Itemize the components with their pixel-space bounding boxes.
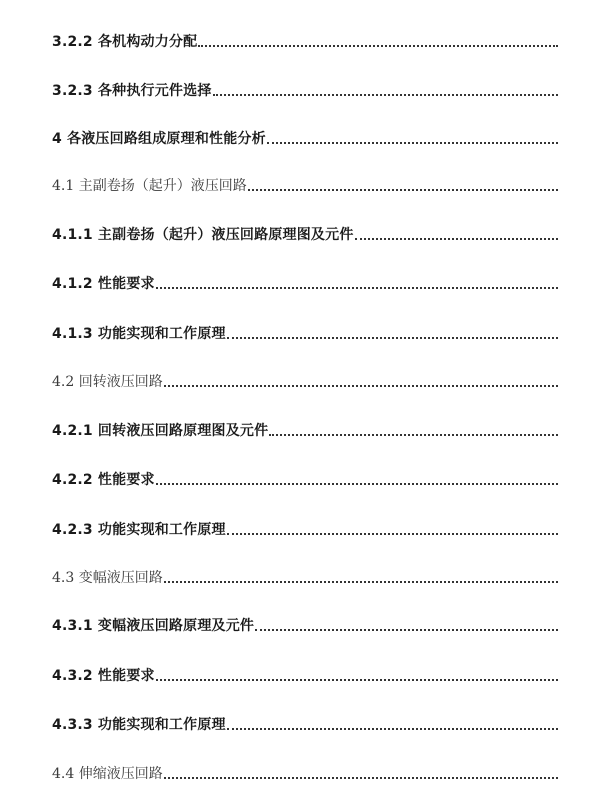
dot-leader (164, 777, 558, 779)
dot-leader (156, 287, 558, 289)
toc-entry-4-1-3[interactable] (52, 320, 558, 344)
toc-entry-4-3-1[interactable] (52, 612, 558, 636)
toc-entry-label: 4.3.2 性能要求 (52, 668, 155, 684)
dot-leader (156, 679, 558, 681)
dot-leader (164, 385, 558, 387)
toc-entry-3-2-3[interactable] (52, 77, 558, 101)
toc-entry-label: 4.2.1 回转液压回路原理图及元件 (52, 423, 269, 439)
dot-leader (255, 629, 558, 631)
toc-entry-4-1[interactable] (52, 172, 558, 196)
dot-leader (248, 189, 558, 191)
dot-leader (355, 238, 558, 240)
toc-entry-3-2-2[interactable] (52, 28, 558, 52)
dot-leader (213, 94, 558, 96)
toc-entry-4-2-3[interactable] (52, 516, 558, 540)
toc-entry-4-3-3[interactable] (52, 711, 558, 735)
toc-entry-label: 4.4 伸缩液压回路 (52, 766, 163, 782)
dot-leader (156, 483, 558, 485)
dot-leader (269, 434, 558, 436)
toc-entry-label: 4.2 回转液压回路 (52, 374, 163, 390)
toc-entry-label: 4.3 变幅液压回路 (52, 570, 163, 586)
toc-entry-label: 4.3.3 功能实现和工作原理 (52, 717, 226, 733)
toc-entry-label: 4.2.2 性能要求 (52, 472, 155, 488)
toc-entry-label: 4.1.1 主副卷扬（起升）液压回路原理图及元件 (52, 227, 354, 243)
toc-entry-4-2-1[interactable] (52, 417, 558, 441)
dot-leader (227, 533, 558, 535)
toc-entry-4-2-2[interactable] (52, 466, 558, 490)
toc-entry-4-3[interactable] (52, 564, 558, 588)
dot-leader (227, 337, 558, 339)
toc-entry-label: 4 各液压回路组成原理和性能分析 (52, 131, 266, 147)
toc-entry-4-3-2[interactable] (52, 662, 558, 686)
toc-entry-label: 4.1 主副卷扬（起升）液压回路 (52, 178, 247, 194)
toc-entry-label: 3.2.2 各机构动力分配 (52, 34, 198, 50)
toc-entry-4-1-1[interactable] (52, 221, 558, 245)
toc-entry-4-1-2[interactable] (52, 270, 558, 294)
toc-entry-label: 4.1.2 性能要求 (52, 276, 155, 292)
toc-entry-label: 4.1.3 功能实现和工作原理 (52, 326, 226, 342)
toc-entry-label: 4.3.1 变幅液压回路原理及元件 (52, 618, 255, 634)
toc-entry-4-4[interactable] (52, 760, 558, 784)
dot-leader (198, 45, 558, 47)
dot-leader (227, 728, 558, 730)
toc-entry-label: 3.2.3 各种执行元件选择 (52, 83, 212, 99)
dot-leader (164, 581, 558, 583)
toc-entry-4-2[interactable] (52, 368, 558, 392)
dot-leader (267, 142, 558, 144)
toc-entry-4[interactable] (52, 125, 558, 149)
toc-entry-label: 4.2.3 功能实现和工作原理 (52, 522, 226, 538)
